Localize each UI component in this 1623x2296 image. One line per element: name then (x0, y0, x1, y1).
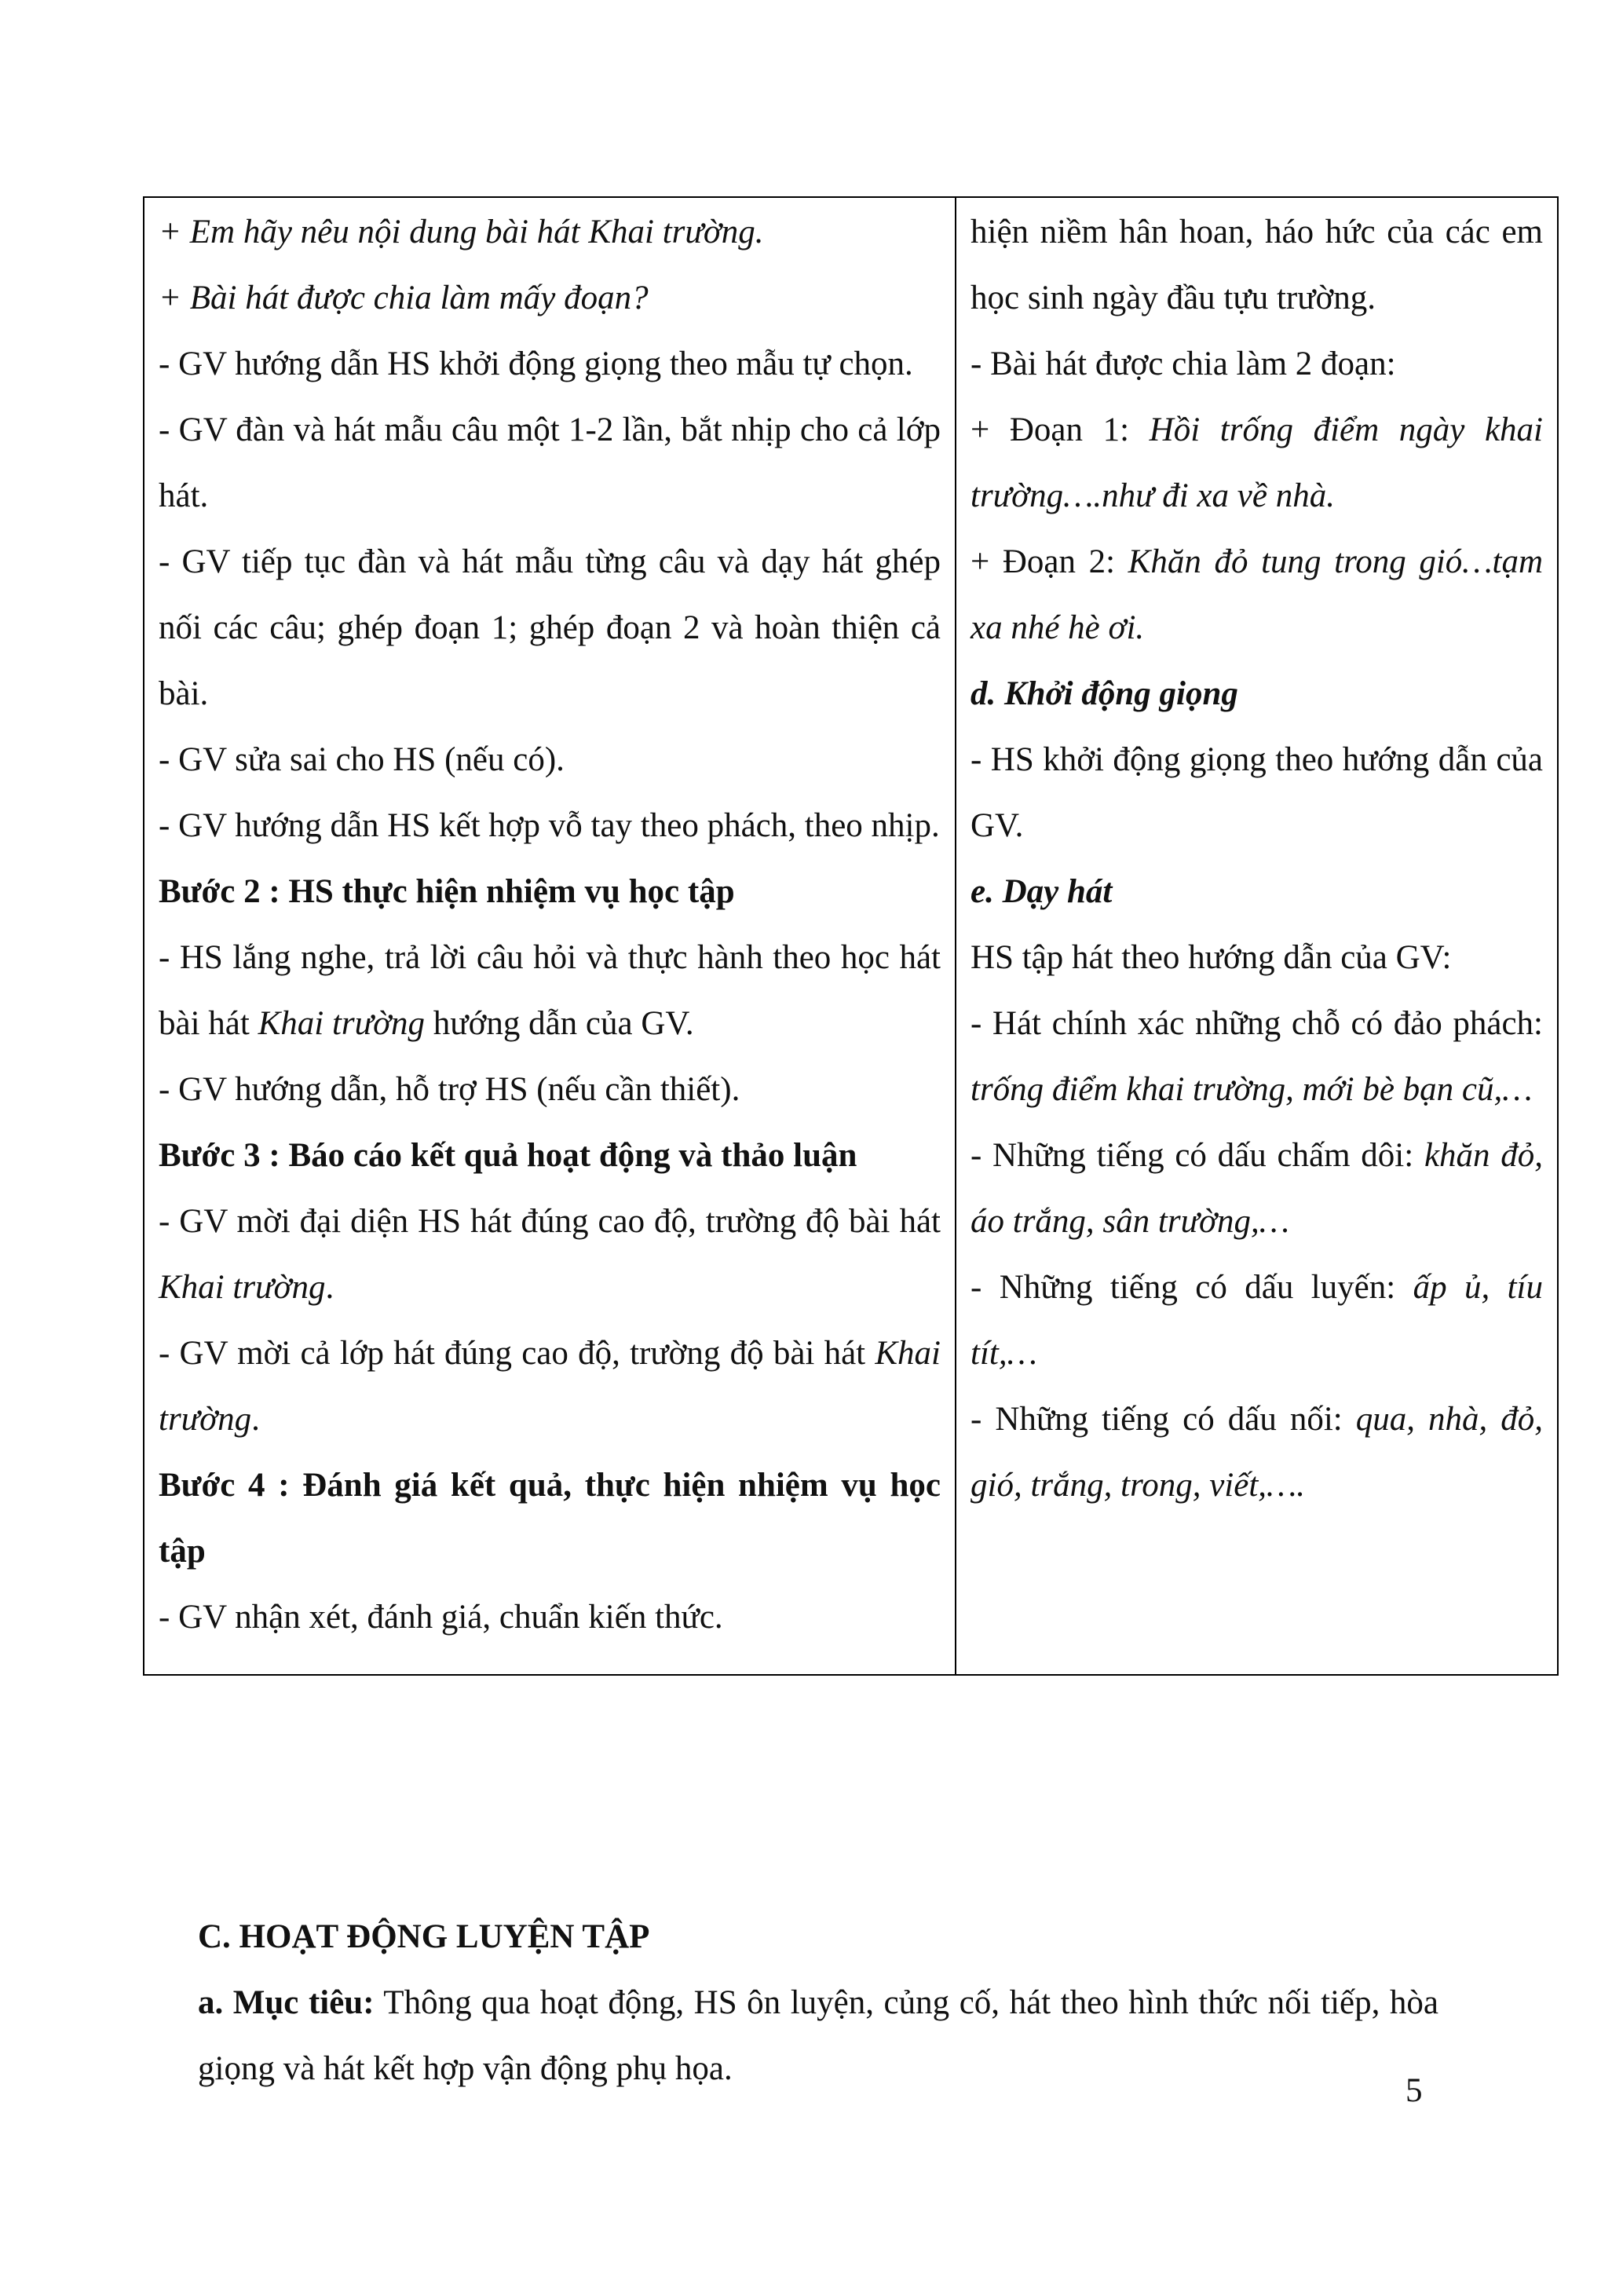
text: - Hát chính xác những chỗ có đảo phách: (971, 1005, 1543, 1042)
paragraph: HS tập hát theo hướng dẫn của GV: (971, 939, 1452, 976)
paragraph (159, 925, 941, 1057)
paragraph: - Bài hát được chia làm 2 đoạn: (971, 345, 1396, 382)
text: + Đoạn 2: (971, 543, 1128, 580)
italic-text: Khai trường (159, 1269, 326, 1306)
paragraph: - GV nhận xét, đánh giá, chuẩn kiến thức. (159, 1599, 723, 1636)
paragraph: hiện niềm hân hoan, háo hức của các em học sinh ngày đầu tựu trường. (971, 214, 1543, 316)
table-row (144, 197, 1558, 1675)
text: . (251, 1401, 260, 1438)
paragraph: Bước 4 : Đánh giá kết quả, thực hiện nhiệm vụ học tập (159, 1467, 941, 1570)
practice-section (198, 1904, 1438, 2102)
student-activity-column (956, 197, 1558, 1675)
paragraph: - GV tiếp tục đàn và hát mẫu từng câu và dạy hát ghép nối các câu; ghép đoạn 1; ghép đoạn 2 và hoàn thiện cả bài. (159, 543, 941, 712)
paragraph: d. Khởi động giọng (971, 675, 1238, 712)
paragraph (159, 1321, 941, 1453)
text: - HS lắng nghe, trả lời câu hỏi và thực hành theo học hát bài hát (159, 939, 941, 1042)
paragraph: - GV hướng dẫn HS khởi động giọng theo mẫu tự chọn. (159, 345, 913, 382)
paragraph: e. Dạy hát (971, 873, 1113, 910)
italic-text: khăn đỏ, áo trắng, sân trường,… (971, 1137, 1543, 1240)
text: . (325, 1269, 334, 1306)
paragraph: - GV hướng dẫn HS kết hợp vỗ tay theo phách, theo nhịp. (159, 807, 940, 844)
objective-paragraph (198, 1970, 1438, 2102)
paragraph (971, 991, 1543, 1123)
paragraph: Bước 3 : Báo cáo kết quả hoạt động và thảo luận (159, 1137, 857, 1174)
paragraph (971, 1255, 1543, 1387)
text: + Đoạn 1: (971, 411, 1150, 448)
paragraph: + Bài hát được chia làm mấy đoạn? (159, 280, 649, 316)
paragraph (971, 529, 1543, 661)
paragraph: + Em hãy nêu nội dung bài hát Khai trường. (159, 214, 764, 250)
text: - Những tiếng có dấu nối: (971, 1401, 1356, 1438)
italic-text: ấp ủ, tíu tít,… (971, 1269, 1543, 1372)
paragraph (971, 1387, 1543, 1519)
italic-text: qua, nhà, đỏ, gió, trắng, trong, viết,…. (971, 1401, 1543, 1504)
paragraph: - GV sửa sai cho HS (nếu có). (159, 741, 565, 778)
objective-label: a. Mục tiêu: (198, 1984, 375, 2021)
lesson-table (143, 196, 1559, 1676)
text: - Những tiếng có dấu luyến: (971, 1269, 1413, 1306)
teacher-activity-column (144, 197, 956, 1675)
italic-text: trống điểm khai trường, mới bè bạn cũ,… (971, 1071, 1533, 1108)
italic-text: Khai trường (159, 1335, 941, 1438)
italic-text: Hồi trống điểm ngày khai trường….như đi xa về nhà. (971, 411, 1543, 514)
text: - GV mời cả lớp hát đúng cao độ, trường độ bài hát (159, 1335, 875, 1372)
paragraph: - HS khởi động giọng theo hướng dẫn của GV. (971, 741, 1543, 844)
paragraph (971, 1123, 1543, 1255)
paragraph: Bước 2 : HS thực hiện nhiệm vụ học tập (159, 873, 735, 910)
objective-text: Thông qua hoạt động, HS ôn luyện, củng cố, hát theo hình thức nối tiếp, hòa giọng và hát kết hợp vận động phụ họa. (198, 1984, 1439, 2087)
paragraph (159, 1189, 941, 1321)
text: - Những tiếng có dấu chấm dôi: (971, 1137, 1424, 1174)
page-number: 5 (1406, 2072, 1423, 2109)
section-title: C. HOẠT ĐỘNG LUYỆN TẬP (198, 1918, 650, 1955)
text: - GV mời đại diện HS hát đúng cao độ, trường độ bài hát (159, 1203, 941, 1240)
italic-text: Khăn đỏ tung trong gió…tạm xa nhé hè ơi. (971, 543, 1543, 646)
paragraph: - GV đàn và hát mẫu câu một 1-2 lần, bắt nhịp cho cả lớp hát. (159, 411, 941, 514)
paragraph (971, 397, 1543, 529)
paragraph: - GV hướng dẫn, hỗ trợ HS (nếu cần thiết). (159, 1071, 740, 1108)
italic-text: Khai trường (258, 1005, 426, 1042)
text: hướng dẫn của GV. (425, 1005, 694, 1042)
